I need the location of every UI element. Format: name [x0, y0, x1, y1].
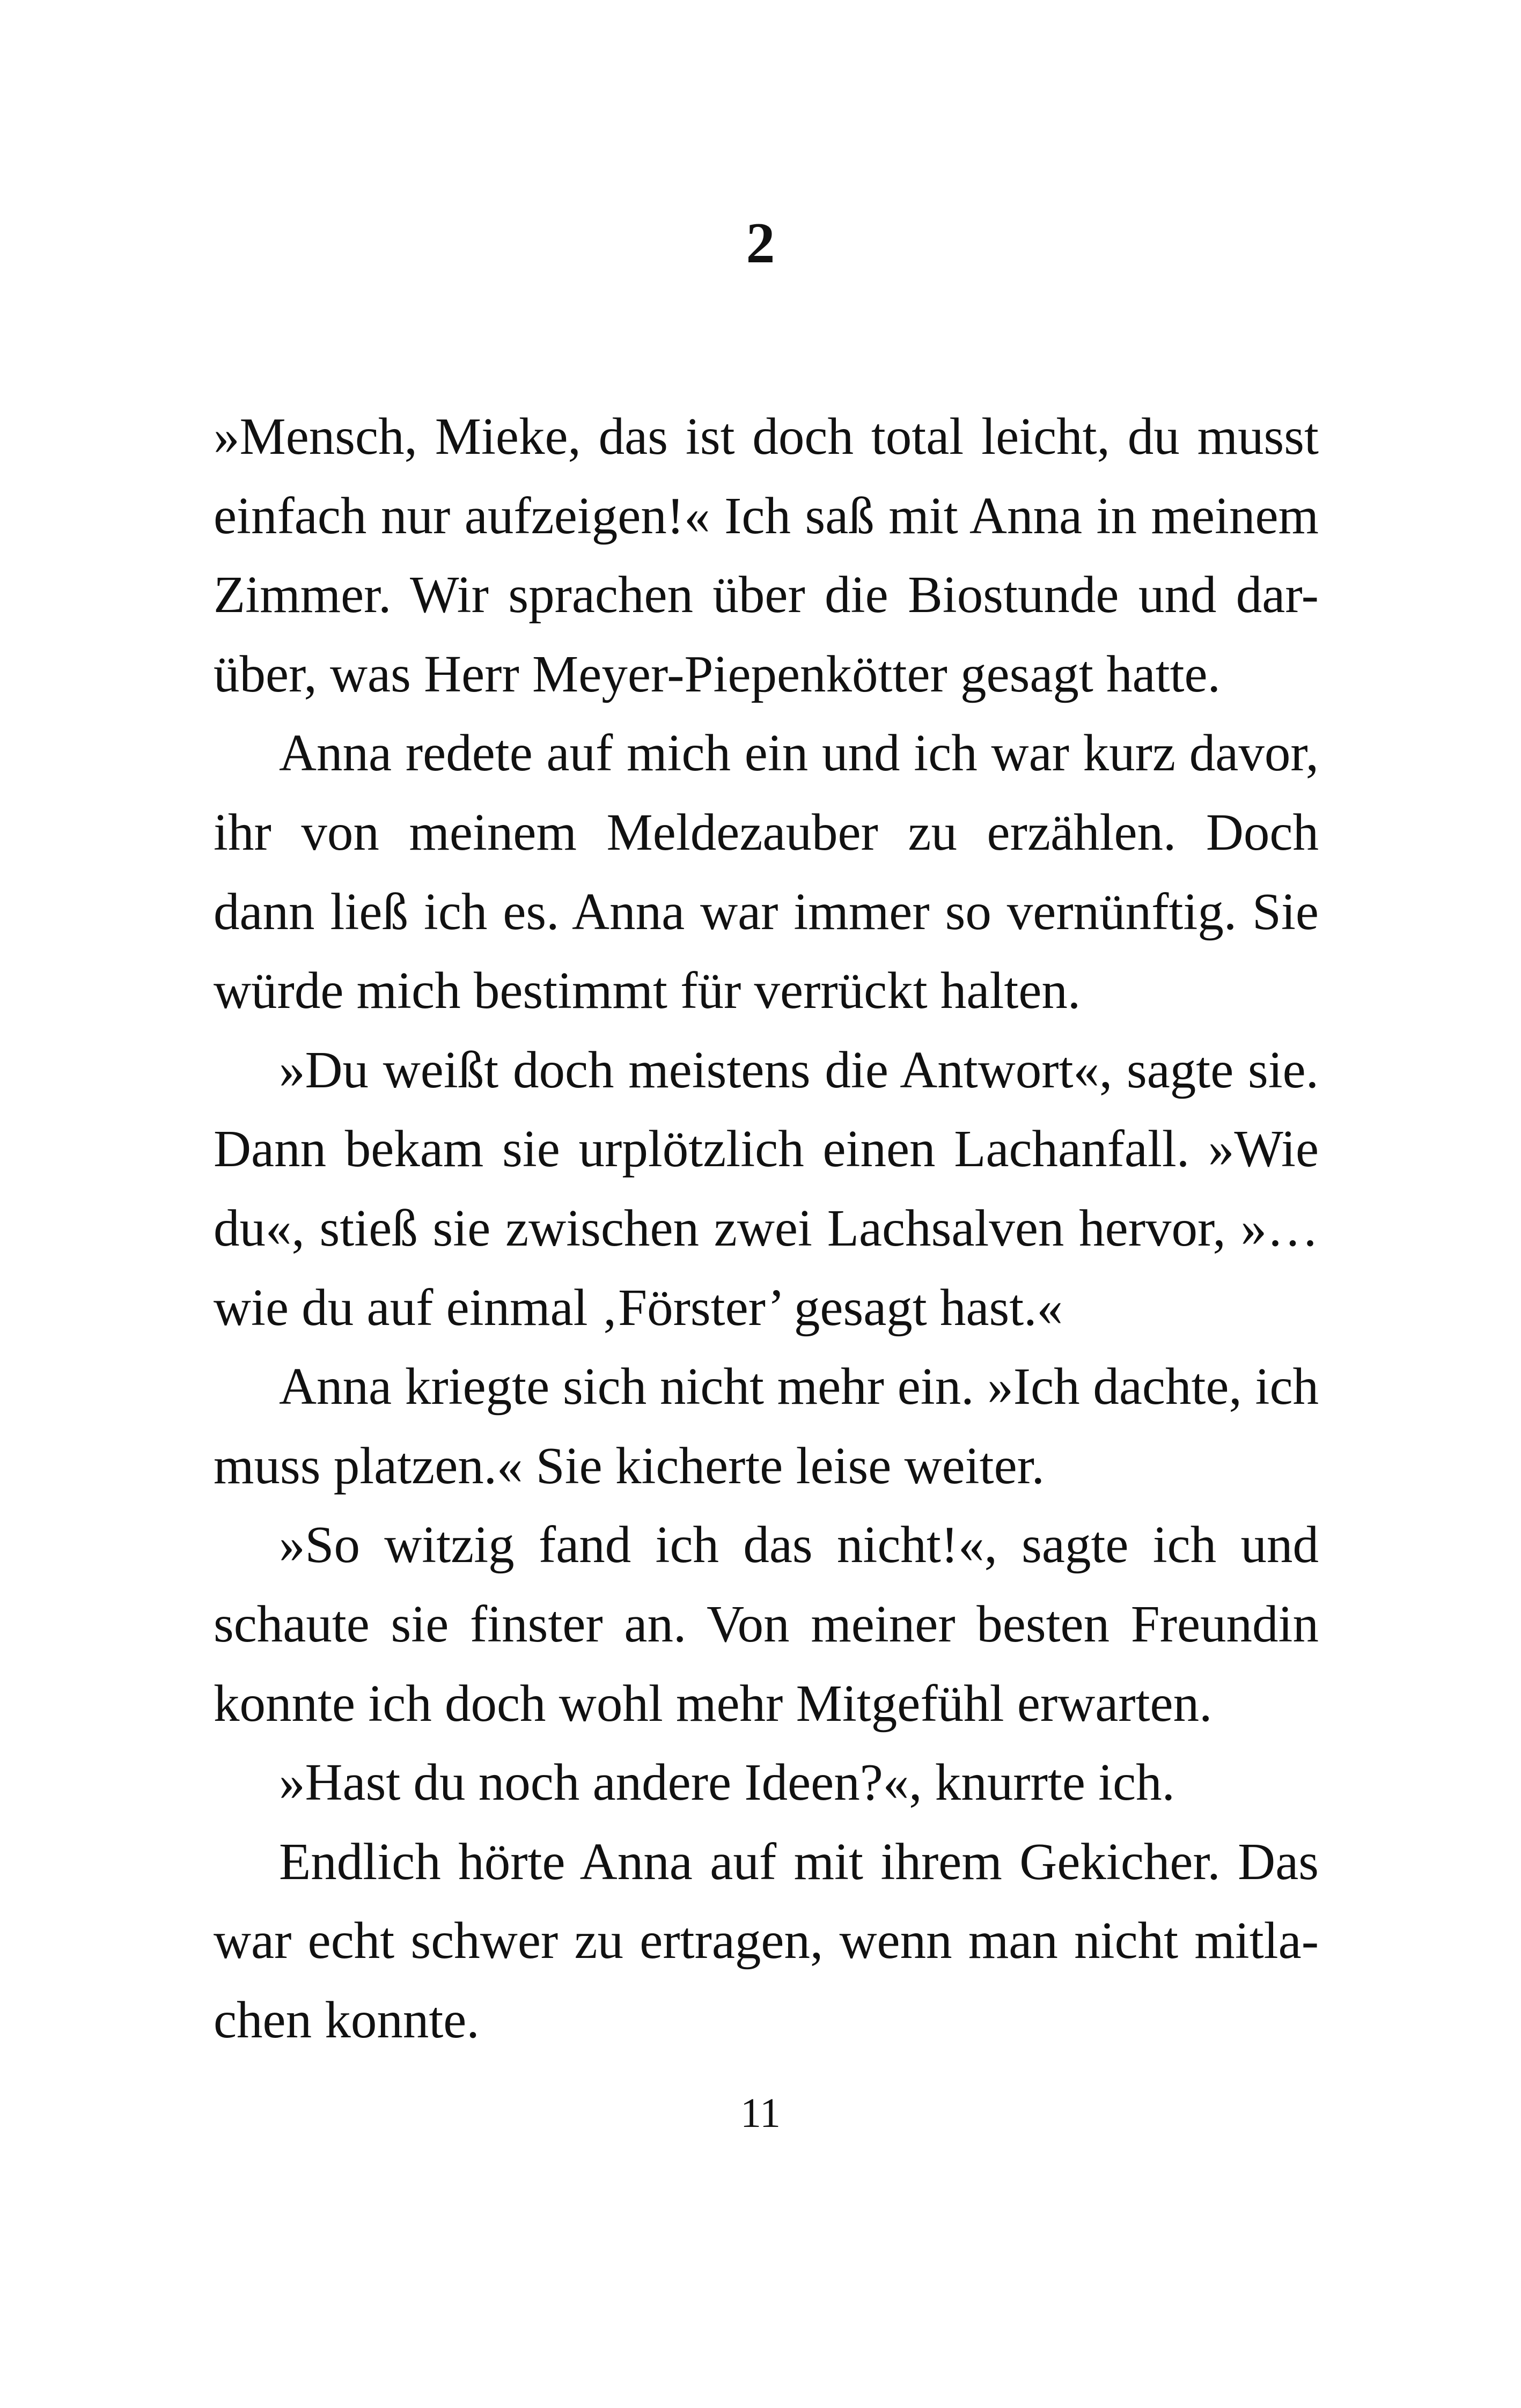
text-line: Zimmer. Wir sprachen über die Biostunde und dar-	[214, 566, 1319, 624]
text-line: du«, stieß sie zwischen zwei Lachsalven hervor, »…	[214, 1199, 1319, 1257]
text-line: ihr von meinem Meldezauber zu erzählen. Doch	[214, 803, 1319, 861]
text-line: einfach nur aufzeigen!« Ich saß mit Anna in meinem	[214, 487, 1319, 544]
text-line: »Mensch, Mieke, das ist doch total leicht, du musst	[214, 408, 1319, 465]
page-number: 11	[740, 2089, 781, 2136]
text-line: würde mich bestimmt für verrückt halten.	[214, 962, 1081, 1020]
text-line: »Du weißt doch meistens die Antwort«, sagte sie.	[279, 1041, 1319, 1099]
text-line: über, was Herr Meyer-Piepenkötter gesagt hatte.	[214, 645, 1221, 703]
text-line: konnte ich doch wohl mehr Mitgefühl erwarten.	[214, 1674, 1213, 1732]
text-line: Anna redete auf mich ein und ich war kurz davor,	[279, 724, 1319, 782]
text-line: muss platzen.« Sie kicherte leise weiter.	[214, 1437, 1045, 1494]
text-line: dann ließ ich es. Anna war immer so vernünftig. Sie	[214, 882, 1319, 940]
text-line: Dann bekam sie urplötzlich einen Lachanfall. »Wie	[214, 1120, 1319, 1178]
chapter-body	[214, 397, 1319, 2059]
text-line: schaute sie finster an. Von meiner besten Freundin	[214, 1595, 1319, 1653]
text-line: Anna kriegte sich nicht mehr ein. »Ich dachte, ich	[279, 1358, 1319, 1416]
text-line: Endlich hörte Anna auf mit ihrem Gekicher. Das	[279, 1832, 1319, 1890]
text-line: war echt schwer zu ertragen, wenn man nicht mitla-	[214, 1912, 1319, 1970]
text-line: chen konnte.	[214, 1991, 480, 2049]
text-line: »Hast du noch andere Ideen?«, knurrte ich.	[279, 1754, 1175, 1811]
text-line: wie du auf einmal ‚Förster’ gesagt hast.«	[214, 1278, 1063, 1336]
chapter-number: 2	[746, 211, 775, 275]
text-line: »So witzig fand ich das nicht!«, sagte ich und	[279, 1516, 1319, 1574]
